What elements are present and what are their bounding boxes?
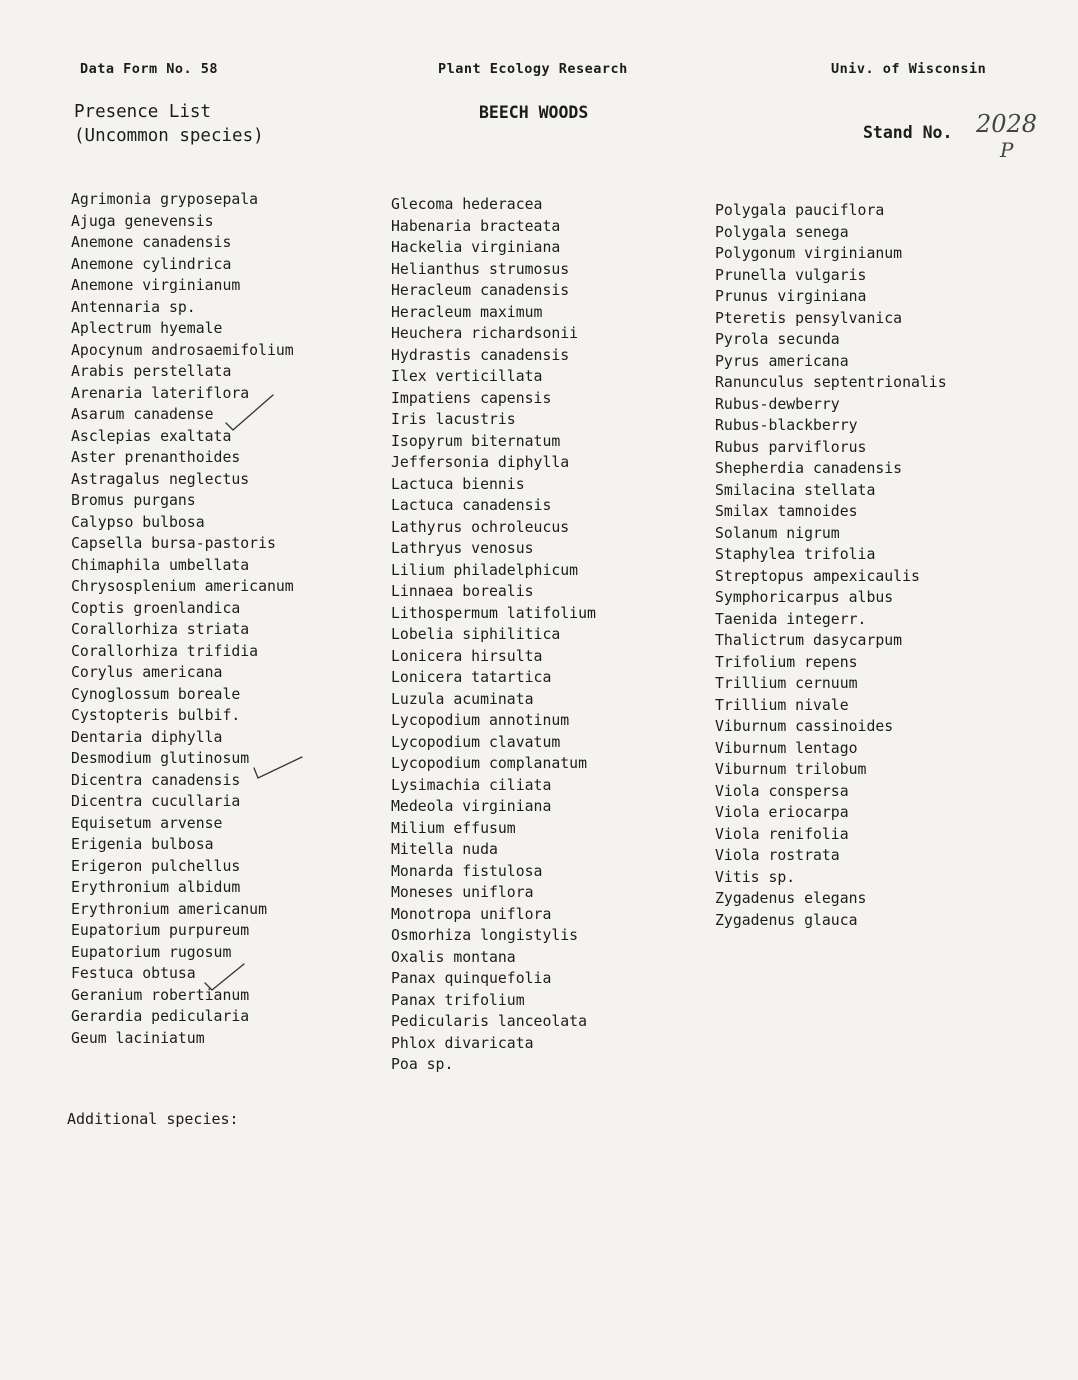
species-item: Lathyrus ochroleucus bbox=[391, 518, 570, 536]
species-item: Prunella vulgaris bbox=[715, 266, 867, 284]
species-item: Lactuca canadensis bbox=[391, 497, 552, 514]
species-item: Asclepias exaltata bbox=[71, 427, 232, 445]
species-item: Viburnum cassinoides bbox=[715, 718, 894, 735]
species-item: Cynoglossum boreale bbox=[71, 685, 241, 703]
species-item: Lobelia siphilitica bbox=[391, 626, 561, 643]
species-item: Bromus purgans bbox=[71, 492, 196, 509]
species-item: Prunus virginiana bbox=[715, 288, 867, 305]
species-column-1 bbox=[71, 189, 294, 1049]
species-item: Smilacina stellata bbox=[715, 481, 876, 499]
species-item: Polygala senega bbox=[715, 223, 849, 241]
species-item: Viola rostrata bbox=[715, 847, 840, 864]
species-item: Desmodium glutinosum bbox=[71, 750, 250, 767]
species-item: Impatiens capensis bbox=[391, 389, 552, 407]
species-item: Rubus-blackberry bbox=[715, 417, 858, 434]
species-item: Moneses uniflora bbox=[391, 884, 534, 901]
species-item: Heuchera richardsonii bbox=[391, 325, 579, 342]
list-subtitle: (Uncommon species) bbox=[74, 126, 264, 146]
species-item: Erigeron pulchellus bbox=[71, 857, 241, 875]
stand-label: Stand No. bbox=[863, 123, 953, 142]
species-item: Aster prenanthoides bbox=[71, 449, 241, 466]
species-item: Helianthus strumosus bbox=[391, 260, 570, 278]
species-item: Hydrastis canadensis bbox=[391, 346, 570, 364]
species-item: Streptopus ampexicaulis bbox=[715, 567, 920, 585]
additional-species-label: Additional species: bbox=[67, 1110, 239, 1128]
species-item: Hackelia virginiana bbox=[391, 239, 561, 256]
species-item: Gerardia pedicularia bbox=[71, 1008, 250, 1025]
organization: Plant Ecology Research bbox=[438, 61, 628, 77]
species-item: Lilium philadelphicum bbox=[391, 561, 579, 579]
species-item: Solanum nigrum bbox=[715, 524, 840, 542]
species-item: Aplectrum hyemale bbox=[71, 320, 223, 337]
species-item: Monotropa uniflora bbox=[391, 905, 552, 923]
species-item: Luzula acuminata bbox=[391, 690, 534, 708]
stand-number-handwritten: 2028 bbox=[976, 110, 1038, 138]
species-item: Habenaria bracteata bbox=[391, 217, 561, 235]
species-item: Rubus parviflorus bbox=[715, 438, 867, 456]
species-item: Dentaria diphylla bbox=[71, 728, 223, 746]
species-item: Arabis perstellata bbox=[71, 363, 232, 380]
species-item: Lonicera tatartica bbox=[391, 669, 552, 686]
stand-suffix-handwritten: P bbox=[1000, 138, 1014, 162]
species-item: Ajuga genevensis bbox=[71, 212, 214, 230]
species-item: Dicentra cucullaria bbox=[71, 793, 241, 810]
species-item: Corallorhiza trifidia bbox=[71, 642, 259, 660]
species-item: Lactuca biennis bbox=[391, 475, 525, 493]
species-item: Heracleum maximum bbox=[391, 303, 543, 321]
species-item: Polygonum virginianum bbox=[715, 245, 903, 262]
species-item: Trillium nivale bbox=[715, 696, 849, 714]
species-item: Osmorhiza longistylis bbox=[391, 927, 579, 944]
species-item: Ilex verticillata bbox=[391, 368, 543, 385]
species-item: Calypso bulbosa bbox=[71, 513, 205, 531]
species-item: Iris lacustris bbox=[391, 411, 516, 428]
species-item: Apocynum androsaemifolium bbox=[71, 341, 294, 359]
species-item: Geranium robertianum bbox=[71, 986, 250, 1004]
species-item: Milium effusum bbox=[391, 819, 516, 837]
species-item: Erythronium americanum bbox=[71, 900, 267, 918]
species-item: Smilax tamnoides bbox=[715, 503, 858, 520]
species-item: Pedicularis lanceolata bbox=[391, 1013, 587, 1030]
species-item: Linnaea borealis bbox=[391, 583, 534, 600]
species-item: Geum laciniatum bbox=[71, 1029, 205, 1047]
species-item: Rubus-dewberry bbox=[715, 395, 840, 413]
species-item: Chimaphila umbellata bbox=[71, 556, 250, 574]
list-title: Presence List bbox=[74, 102, 211, 122]
species-item: Pyrus americana bbox=[715, 352, 849, 370]
species-item: Viburnum lentago bbox=[715, 739, 858, 757]
university: Univ. of Wisconsin bbox=[831, 61, 987, 77]
species-item: Viola eriocarpa bbox=[715, 804, 849, 821]
species-item: Anemone canadensis bbox=[71, 234, 232, 251]
species-item: Heracleum canadensis bbox=[391, 282, 570, 299]
species-item: Pyrola secunda bbox=[715, 331, 840, 348]
species-item: Erythronium albidum bbox=[71, 879, 241, 896]
species-item: Thalictrum dasycarpum bbox=[715, 632, 903, 649]
species-item: Astragalus neglectus bbox=[71, 470, 250, 488]
species-item: Lycopodium annotinum bbox=[391, 712, 570, 729]
species-item: Eupatorium purpureum bbox=[71, 922, 250, 939]
species-item: Corallorhiza striata bbox=[71, 621, 250, 638]
species-item: Arenaria lateriflora bbox=[71, 384, 250, 402]
species-item: Zygadenus elegans bbox=[715, 890, 867, 907]
species-item: Staphylea trifolia bbox=[715, 546, 876, 563]
species-item: Lycopodium clavatum bbox=[391, 733, 561, 751]
species-item: Viola renifolia bbox=[715, 825, 849, 843]
species-item: Capsella bursa-pastoris bbox=[71, 535, 276, 552]
species-item: Agrimonia gryposepala bbox=[71, 191, 259, 208]
species-item: Monarda fistulosa bbox=[391, 862, 543, 880]
species-item: Anemone cylindrica bbox=[71, 255, 232, 273]
species-item: Dicentra canadensis bbox=[71, 771, 241, 789]
species-item: Viola conspersa bbox=[715, 782, 849, 800]
species-item: Jeffersonia diphylla bbox=[391, 454, 570, 471]
species-item: Chrysosplenium americanum bbox=[71, 578, 294, 595]
species-item: Equisetum arvense bbox=[71, 814, 223, 832]
species-item: Asarum canadense bbox=[71, 406, 214, 423]
species-item: Trillium cernuum bbox=[715, 675, 858, 692]
species-item: Taenida integerr. bbox=[715, 610, 867, 628]
species-item: Trifolium repens bbox=[715, 653, 858, 671]
species-item: Zygadenus glauca bbox=[715, 911, 858, 929]
species-item: Isopyrum biternatum bbox=[391, 432, 561, 450]
species-item: Poa sp. bbox=[391, 1056, 454, 1073]
species-item: Cystopteris bulbif. bbox=[71, 707, 241, 724]
species-item: Anemone virginianum bbox=[71, 277, 241, 294]
species-item: Ranunculus septentrionalis bbox=[715, 374, 947, 391]
species-item: Panax trifolium bbox=[391, 991, 525, 1009]
community-title: BEECH WOODS bbox=[479, 103, 589, 122]
form-number: Data Form No. 58 bbox=[80, 61, 219, 77]
species-item: Pteretis pensylvanica bbox=[715, 309, 903, 327]
species-item: Coptis groenlandica bbox=[71, 599, 241, 617]
species-item: Glecoma hederacea bbox=[391, 196, 543, 213]
species-item: Oxalis montana bbox=[391, 948, 516, 966]
species-item: Lathryus venosus bbox=[391, 540, 534, 557]
species-item: Erigenia bulbosa bbox=[71, 836, 214, 853]
species-item: Lithospermum latifolium bbox=[391, 604, 596, 622]
species-item: Festuca obtusa bbox=[71, 965, 196, 982]
species-item: Phlox divaricata bbox=[391, 1034, 534, 1052]
species-item: Eupatorium rugosum bbox=[71, 943, 232, 961]
species-column-3 bbox=[715, 200, 947, 931]
species-item: Lonicera hirsulta bbox=[391, 647, 543, 665]
species-item: Panax quinquefolia bbox=[391, 970, 552, 987]
species-item: Lycopodium complanatum bbox=[391, 755, 587, 772]
species-item: Vitis sp. bbox=[715, 868, 796, 886]
species-item: Polygala pauciflora bbox=[715, 202, 885, 219]
species-item: Corylus americana bbox=[71, 664, 223, 681]
species-item: Symphoricarpus albus bbox=[715, 589, 894, 606]
species-item: Mitella nuda bbox=[391, 841, 498, 858]
species-column-2 bbox=[391, 194, 596, 1076]
species-item: Antennaria sp. bbox=[71, 298, 196, 316]
species-item: Viburnum trilobum bbox=[715, 761, 867, 778]
species-item: Medeola virginiana bbox=[391, 798, 552, 815]
species-item: Shepherdia canadensis bbox=[715, 460, 903, 477]
species-item: Lysimachia ciliata bbox=[391, 776, 552, 794]
